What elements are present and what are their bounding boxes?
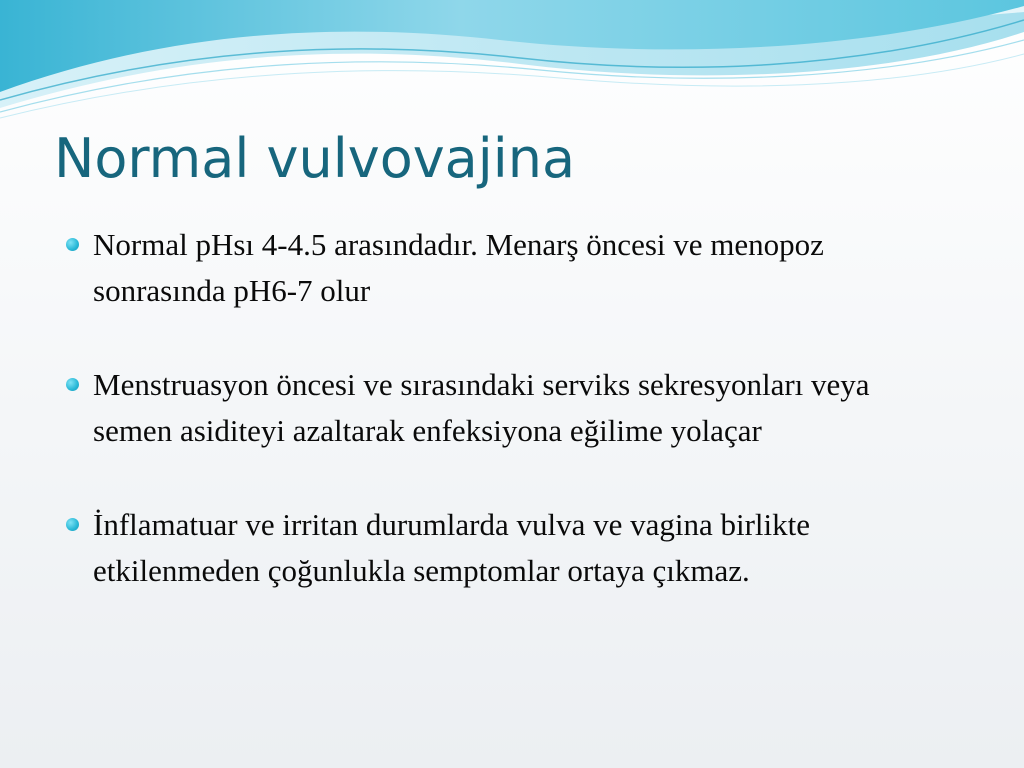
- bullet-dot-icon: [66, 518, 79, 531]
- bullet-text: Menstruasyon öncesi ve sırasındaki serviks sekresyonları veya semen asiditeyi azaltarak enfeksiyona eğilime yolaçar: [93, 367, 870, 448]
- bullet-item: [66, 362, 946, 454]
- bullet-dot-icon: [66, 378, 79, 391]
- bullet-list: [66, 222, 946, 642]
- decorative-wave-header: [0, 0, 1024, 130]
- bullet-item: [66, 502, 946, 594]
- bullet-text: İnflamatuar ve irritan durumlarda vulva ve vagina birlikte etkilenmeden çoğunlukla semptomlar ortaya çıkmaz.: [93, 507, 811, 588]
- slide-title: Normal vulvovajina: [54, 127, 576, 190]
- bullet-text: Normal pHsı 4-4.5 arasındadır. Menarş öncesi ve menopoz sonrasında pH6-7 olur: [93, 227, 824, 308]
- bullet-item: [66, 222, 946, 314]
- bullet-dot-icon: [66, 238, 79, 251]
